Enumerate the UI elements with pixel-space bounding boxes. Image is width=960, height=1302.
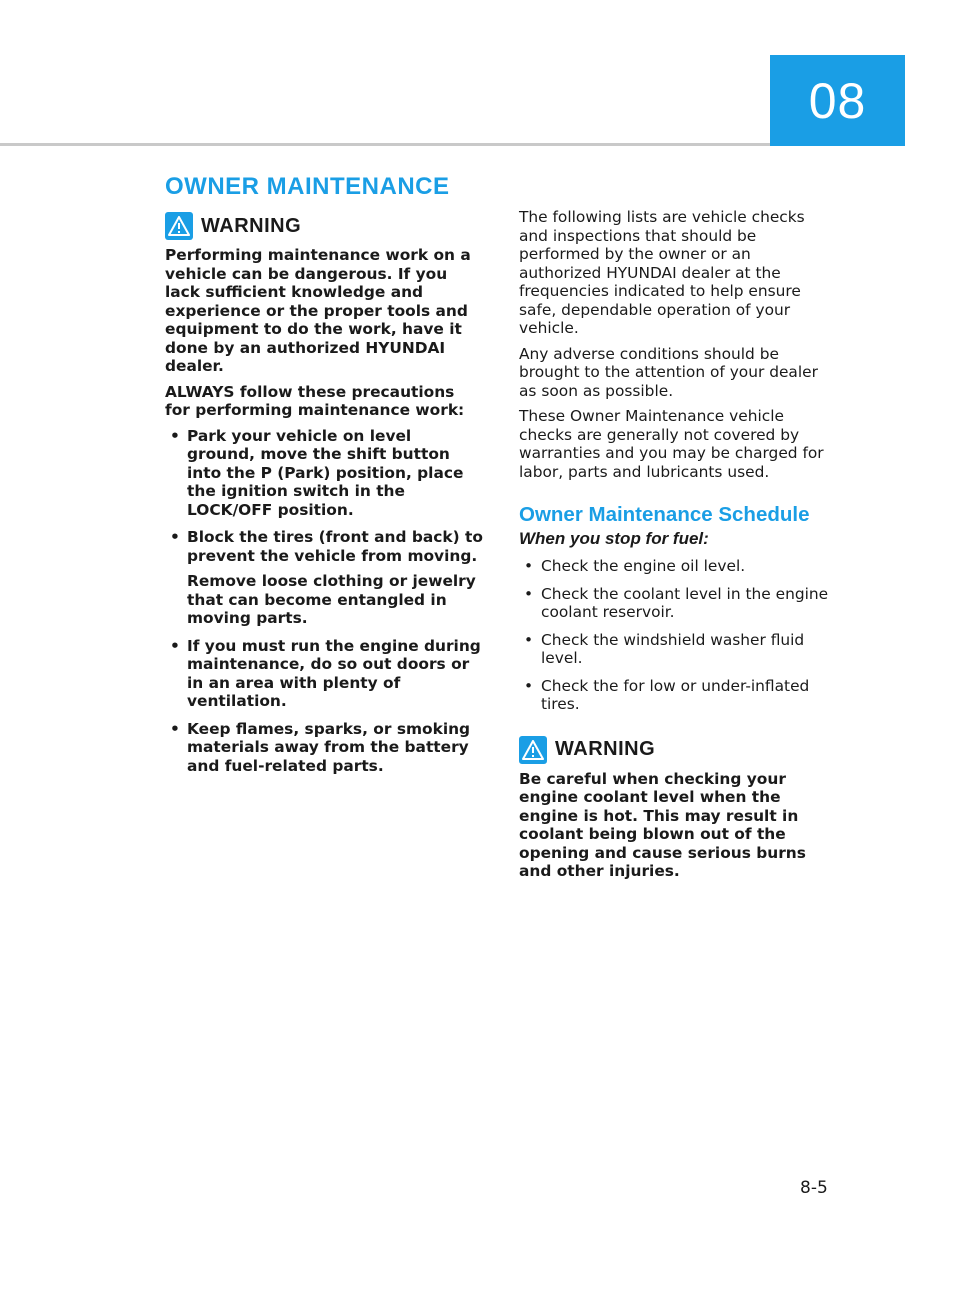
- list-item-text: Check the windshield washer fluid level.: [541, 630, 805, 667]
- list-item-subtext: Remove loose clothing or jewelry that can become entangled in moving parts.: [187, 572, 476, 627]
- header-rule: [0, 143, 770, 146]
- list-item-text: Check the coolant level in the engine coolant reservoir.: [541, 584, 829, 621]
- bullet-icon: •: [170, 719, 180, 738]
- warning-label: WARNING: [555, 738, 656, 760]
- left-column: [165, 212, 483, 784]
- warning-intro: Performing maintenance work on a vehicle can be dangerous. If you lack sufficient knowledge and experience or the proper tools and equipment to do the work, have it done by an authorized HYUNDAI dealer.: [165, 246, 471, 375]
- fuel-subtitle: When you stop for fuel:: [519, 529, 709, 548]
- list-item: [519, 677, 837, 714]
- bullet-icon: •: [170, 426, 180, 445]
- coolant-warning-text: Be careful when checking your engine coolant level when the engine is hot. This may result in coolant being blown out of the opening and cause serious burns and other injuries.: [519, 769, 806, 880]
- warning-triangle-icon: [165, 212, 193, 240]
- chapter-number: 08: [808, 72, 867, 129]
- precautions-list: [165, 427, 483, 776]
- bullet-icon: •: [170, 528, 180, 546]
- bullet-icon: •: [524, 676, 534, 695]
- right-column: [519, 208, 837, 888]
- warning-header: [519, 736, 837, 764]
- bullet-icon: •: [524, 557, 534, 575]
- precautions-intro: ALWAYS follow these precautions for performing maintenance work:: [165, 382, 465, 419]
- list-item: [519, 585, 837, 622]
- fuel-checks-list: [519, 557, 837, 714]
- schedule-title: Owner Maintenance Schedule: [519, 503, 810, 526]
- warning-label: WARNING: [201, 214, 302, 237]
- list-item-text: If you must run the engine during maintenance, do so out doors or in an area with plenty of ventilation.: [187, 636, 481, 710]
- list-item-text: Keep flames, sparks, or smoking materials away from the battery and fuel-related parts.: [187, 719, 471, 775]
- warning-header: [165, 212, 483, 240]
- intro-paragraph: The following lists are vehicle checks and inspections that should be performed by the owner or an authorized HYUNDAI dealer at the frequencies indicated to help ensure safe, dependable operation of your vehicle.: [519, 208, 805, 337]
- list-item-text: Check the engine oil level.: [541, 557, 746, 575]
- warranty-paragraph: These Owner Maintenance vehicle checks are generally not covered by warranties and you may be charged for labor, parts and lubricants used.: [519, 407, 824, 481]
- chapter-tab: [770, 55, 905, 146]
- warning-body: [165, 246, 483, 775]
- section-title: OWNER MAINTENANCE: [165, 173, 450, 200]
- list-item: [519, 557, 837, 576]
- coolant-warning: [519, 736, 837, 881]
- list-item-text: Check the for low or under-inflated tires.: [541, 676, 810, 713]
- adverse-conditions-paragraph: Any adverse conditions should be brought to the attention of your dealer as soon as possible.: [519, 344, 818, 400]
- list-item-text: Park your vehicle on level ground, move the shift button into the P (Park) position, place the ignition switch in the LOCK/OFF position.: [187, 426, 464, 519]
- warning-triangle-icon: [519, 736, 547, 764]
- page-number: 8-5: [800, 1178, 828, 1198]
- list-item: [165, 637, 483, 711]
- warning-body: [519, 770, 837, 881]
- list-item-text: Block the tires (front and back) to prevent the vehicle from moving.: [187, 528, 483, 565]
- list-item: [165, 528, 483, 628]
- bullet-icon: •: [524, 584, 534, 603]
- list-item: [165, 720, 483, 776]
- list-item: [519, 631, 837, 668]
- list-item: [165, 427, 483, 520]
- bullet-icon: •: [170, 636, 180, 655]
- bullet-icon: •: [524, 630, 534, 649]
